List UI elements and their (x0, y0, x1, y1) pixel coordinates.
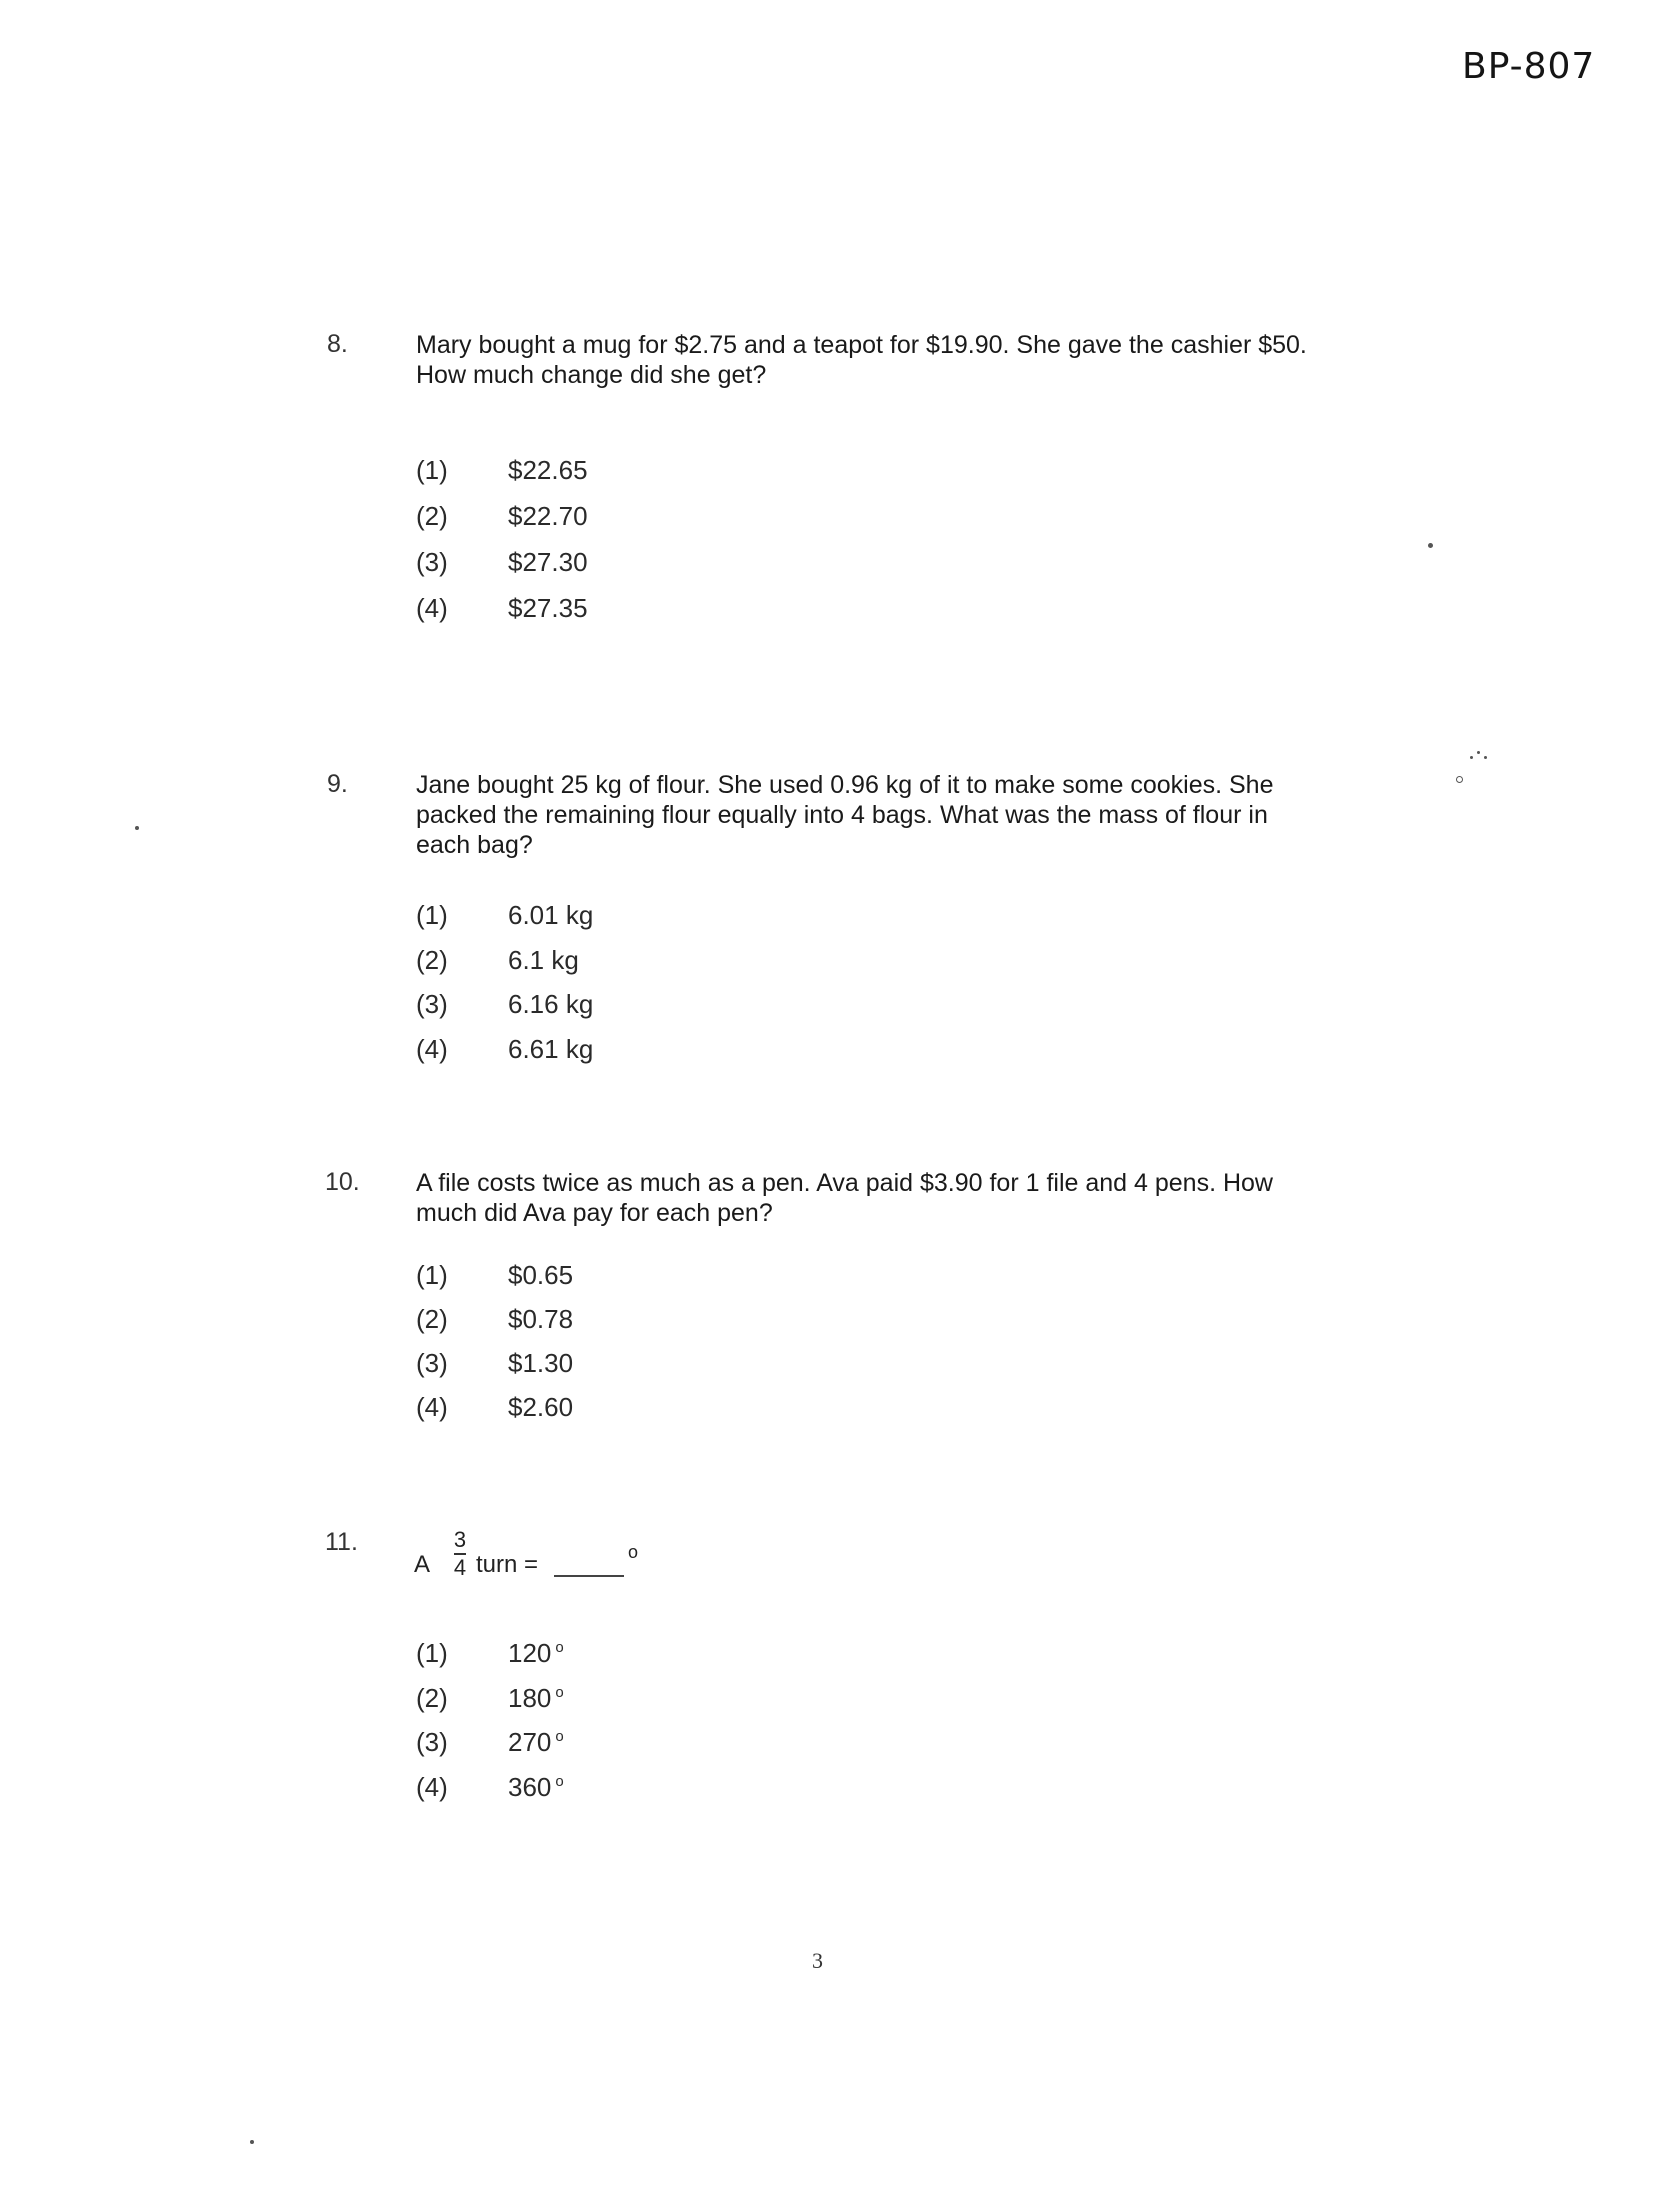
answer-option (416, 989, 593, 1034)
answer-option (416, 1260, 573, 1304)
answer-option (416, 900, 593, 945)
question-number: 10. (325, 1168, 360, 1196)
answer-option (416, 1304, 573, 1348)
option-label: (3) (416, 1348, 448, 1378)
option-label: (2) (416, 1682, 448, 1713)
question-number: 8. (327, 330, 348, 358)
document-code: BP-807 (1462, 46, 1596, 87)
option-number: 180 (508, 1682, 552, 1713)
answer-option (416, 1683, 564, 1728)
answer-option (416, 593, 588, 639)
option-value: $0.78 (508, 1304, 574, 1334)
page-number: 3 (812, 1948, 823, 1973)
fraction-denominator: 4 (453, 1555, 467, 1580)
answer-options (416, 1638, 564, 1816)
option-label: (3) (416, 547, 448, 577)
option-value: $0.65 (508, 1260, 574, 1290)
stem-suffix: turn = (476, 1551, 539, 1578)
scan-speck (1477, 751, 1480, 754)
answer-blank (554, 1575, 624, 1577)
answer-option (416, 1638, 564, 1683)
answer-option (416, 455, 588, 501)
answer-option (416, 501, 588, 547)
answer-option (416, 1348, 573, 1392)
option-value (508, 1727, 564, 1772)
fraction-numerator: 3 (453, 1527, 467, 1552)
scan-speck (135, 826, 139, 830)
degree-unit: o (555, 1639, 564, 1657)
question-text: Mary bought a mug for $2.75 and a teapot for $19.90. She gave the cashier $50. How much change did she get? (416, 331, 1307, 389)
scan-speck (250, 2140, 254, 2144)
answer-option (416, 945, 593, 990)
scan-speck (1484, 756, 1487, 759)
answer-option (416, 547, 588, 593)
option-label: (1) (416, 1260, 448, 1290)
option-label: (3) (416, 989, 448, 1019)
scan-speck (1470, 756, 1473, 759)
option-value: $1.30 (508, 1348, 574, 1378)
option-label: (1) (416, 1638, 448, 1668)
answer-options (416, 1260, 573, 1436)
option-number: 120 (508, 1638, 552, 1668)
option-value: 6.61 kg (508, 1033, 594, 1064)
option-label: (2) (416, 501, 448, 531)
option-value: $22.65 (508, 455, 588, 485)
answer-options (416, 455, 588, 639)
answer-option (416, 1772, 564, 1817)
option-value (508, 1772, 564, 1817)
option-value: $27.35 (508, 593, 588, 623)
option-value: 6.01 kg (508, 900, 594, 930)
scan-speck (1428, 543, 1433, 548)
option-label: (1) (416, 900, 448, 930)
option-label: (2) (416, 944, 448, 975)
answer-option (416, 1034, 593, 1079)
option-number: 360 (508, 1771, 552, 1802)
scan-speck (1456, 776, 1463, 783)
degree-unit: o (555, 1728, 564, 1746)
question-number: 9. (327, 770, 348, 798)
option-label: (3) (416, 1727, 448, 1757)
degree-unit: o (555, 1683, 564, 1701)
question-text: A file costs twice as much as a pen. Ava paid $3.90 for 1 file and 4 pens. How much did Ava pay for each pen? (416, 1169, 1273, 1227)
option-value: $2.60 (508, 1392, 574, 1422)
fraction (452, 1528, 468, 1580)
option-label: (4) (416, 593, 448, 623)
option-value (508, 1638, 564, 1683)
degree-symbol: o (628, 1542, 639, 1562)
option-label: (1) (416, 455, 448, 485)
option-value: 6.1 kg (508, 944, 579, 975)
option-value: $27.30 (508, 547, 588, 577)
option-label: (2) (416, 1304, 448, 1334)
option-label: (4) (416, 1392, 448, 1422)
option-value: $22.70 (508, 501, 588, 531)
question-number: 11. (325, 1528, 358, 1556)
answer-options (416, 900, 593, 1078)
option-value: 6.16 kg (508, 989, 594, 1019)
degree-unit: o (555, 1772, 564, 1790)
answer-option (416, 1392, 573, 1436)
answer-option (416, 1727, 564, 1772)
stem-prefix: A (414, 1551, 431, 1578)
question-text: Jane bought 25 kg of flour. She used 0.96 kg of it to make some cookies. She packed the remaining flour equally into 4 bags. What was the mass of flour in each bag? (416, 771, 1274, 859)
option-number: 270 (508, 1727, 552, 1757)
option-value (508, 1683, 564, 1728)
option-label: (4) (416, 1033, 448, 1064)
option-label: (4) (416, 1771, 448, 1802)
